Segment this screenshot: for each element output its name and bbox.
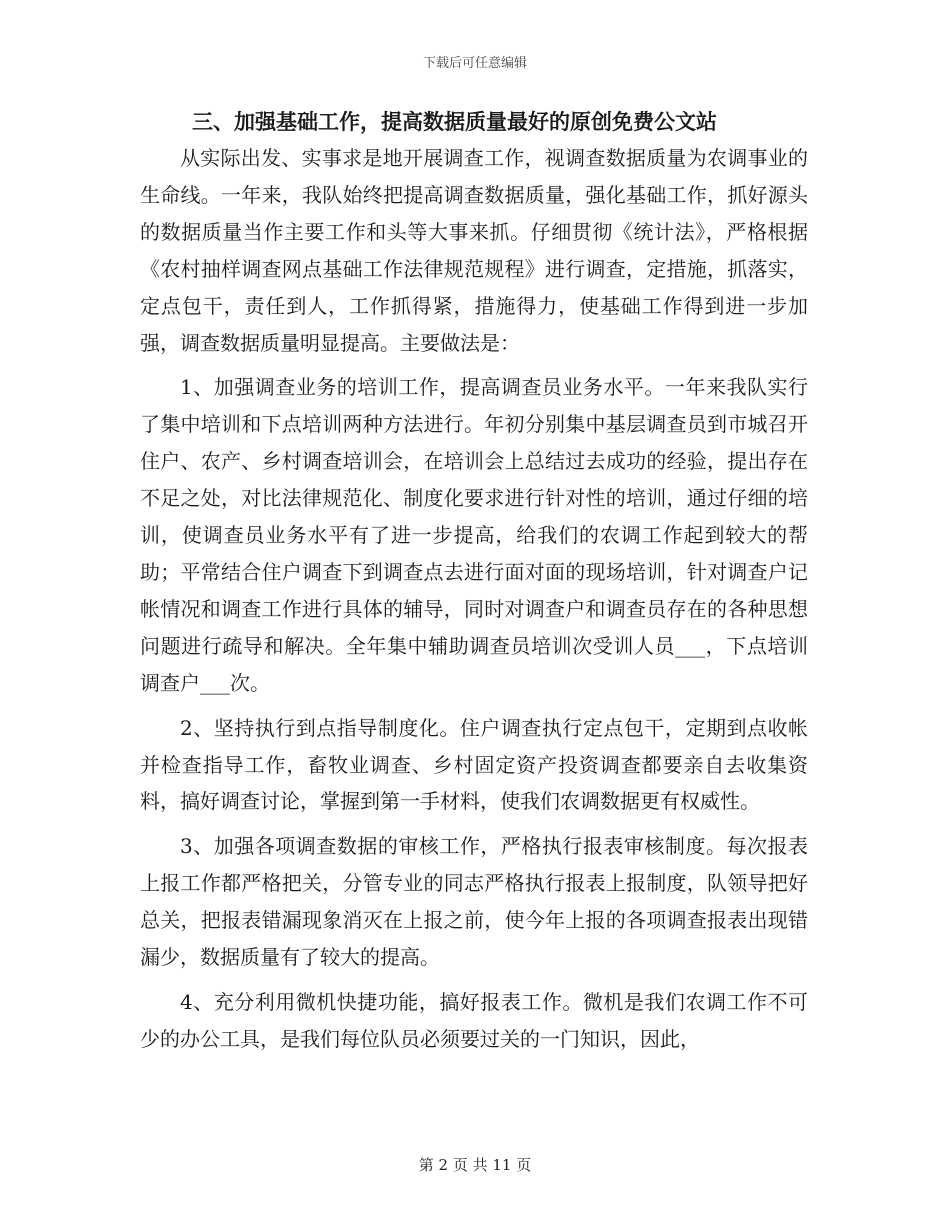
section-heading: 三、加强基础工作，提高数据质量最好的原创免费公文站 [192, 109, 717, 134]
page-number: 第 2 页 共 11 页 [418, 1156, 532, 1174]
page-header: 下载后可任意编辑 [422, 56, 527, 71]
document-body [140, 104, 808, 1058]
paragraph-intro: 从实际出发、实事求是地开展调查工作，视调查数据质量为农调事业的生命线。一年来，我队始终把提高调查数据质量，强化基础工作，抓好源头的数据质量当作主要工作和头等大事来抓。仔细贯彻《统计法》，严格根据《农村抽样调查网点基础工作法律规范规程》进行调查，定措施，抓落实，定点包干，责任到人，工作抓得紧，措施得力，使基础工作得到进一步加强，调查数据质量明显提高。主要做法是： [140, 146, 808, 355]
paragraph-item-4: 4、充分利用微机快捷功能，搞好报表工作。微机是我们农调工作不可少的办公工具，是我们每位队员必须要过关的一门知识，因此， [140, 989, 808, 1051]
paragraph-item-3: 3、加强各项调查数据的审核工作，严格执行报表审核制度。每次报表上报工作都严格把关，分管专业的同志严格执行报表上报制度，队领导把好总关，把报表错漏现象消灭在上报之前，使今年上报的各项调查报表出现错漏少，数据质量有了较大的提高。 [140, 834, 808, 970]
paragraph-item-2: 2、坚持执行到点指导制度化。住户调查执行定点包干，定期到点收帐并检查指导工作，畜牧业调查、乡村固定资产投资调查都要亲自去收集资料，搞好调查讨论，掌握到第一手材料，使我们农调数据更有权威性。 [140, 715, 808, 814]
paragraph-item-1: 1、加强调查业务的培训工作，提高调查员业务水平。一年来我队实行了集中培训和下点培训两种方法进行。年初分别集中基层调查员到市城召开住户、农产、乡村调查培训会，在培训会上总结过去成功的经验，提出存在不足之处，对比法律规范化、制度化要求进行针对性的培训，通过仔细的培训，使调查员业务水平有了进一步提高，给我们的农调工作起到较大的帮助；平常结合住户调查下到调查点去进行面对面的现场培训，针对调查户记帐情况和调查工作进行具体的辅导，同时对调查户和调查员存在的各种思想问题进行疏导和解决。全年集中辅助调查员培训次受训人员___，下点培训调查户___次。 [140, 375, 808, 695]
